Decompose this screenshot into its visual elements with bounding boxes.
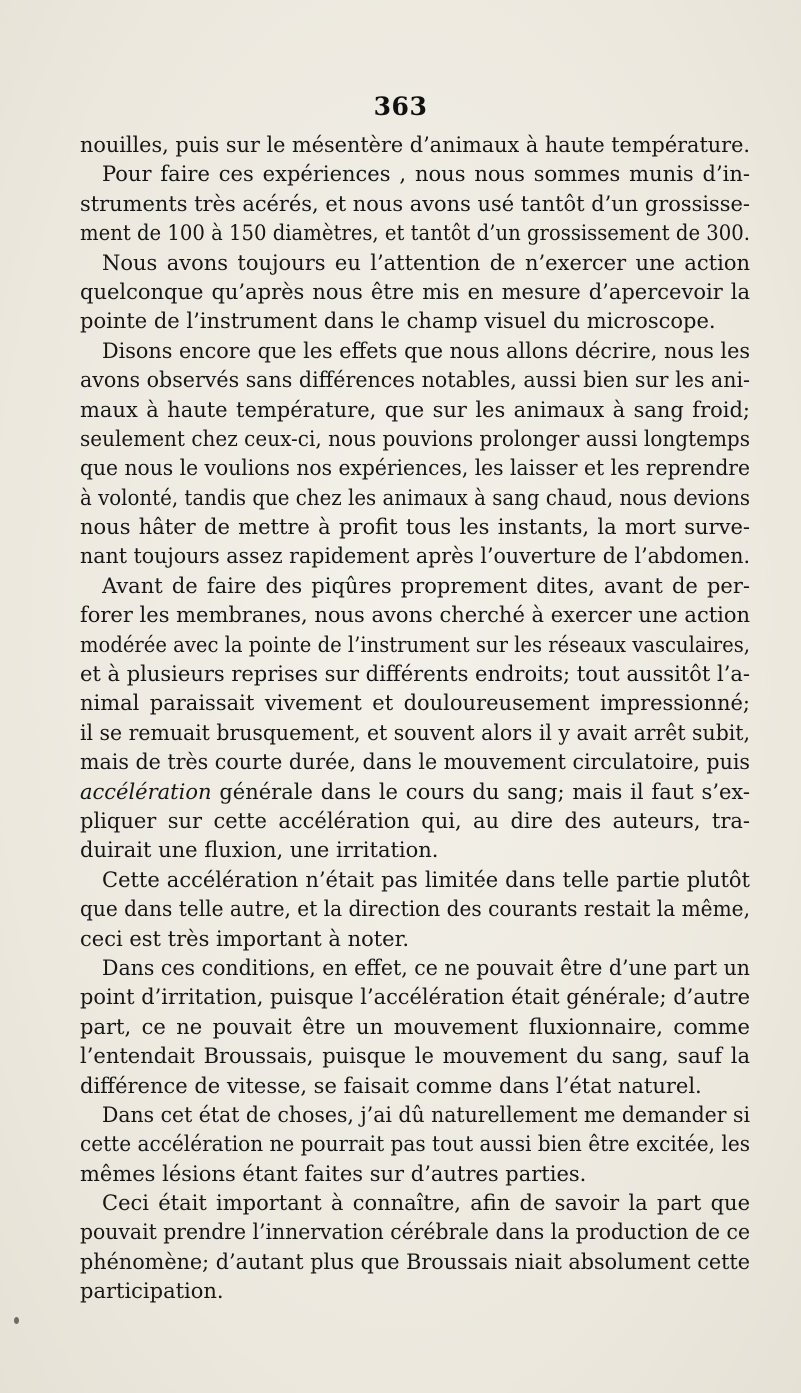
- text-line: mais de très courte durée, dans le mouvement circulatoire, puis: [80, 750, 750, 775]
- text-line: Cette accélération n’était pas limitée dans telle partie plutôt: [102, 867, 750, 892]
- text-line: Dans cet état de choses, j’ai dû naturellement me demander si: [102, 1102, 750, 1127]
- body-text: [80, 131, 750, 1307]
- text-line: participation.: [80, 1279, 224, 1304]
- text-line: Disons encore que les effets que nous allons décrire, nous les: [102, 338, 750, 363]
- text-line: pouvait prendre l’innervation cérébrale dans la production de ce: [80, 1220, 750, 1245]
- text-line: Dans ces conditions, en effet, ce ne pouvait être d’une part un: [102, 955, 750, 980]
- text-line: phénomène; d’autant plus que Broussais niait absolument cette: [80, 1249, 750, 1274]
- text-line: duirait une fluxion, une irritation.: [80, 838, 439, 863]
- text-line: accélération générale dans le cours du sang; mais il faut s’ex-: [80, 779, 750, 804]
- text-line: pointe de l’instrument dans le champ visuel du microscope.: [80, 309, 716, 334]
- text-line: part, ce ne pouvait être un mouvement fluxionnaire, comme: [80, 1014, 750, 1039]
- text-line: maux à haute température, que sur les animaux à sang froid;: [80, 397, 750, 422]
- text-line: nouilles, puis sur le mésentère d’animaux à haute température.: [80, 133, 750, 157]
- text-line: avons observés sans différences notables, aussi bien sur les ani-: [80, 368, 750, 393]
- text-line: nimal paraissait vivement et douloureusement impressionné;: [80, 691, 750, 716]
- text-line: il se remuait brusquement, et souvent alors il y avait arrêt subit,: [80, 720, 750, 745]
- text-line: ment de 100 à 150 diamètres, et tantôt d’un grossissement de 300.: [80, 221, 750, 246]
- emphasized-term: accélération: [80, 779, 212, 804]
- text-line: l’entendait Broussais, puisque le mouvement du sang, sauf la: [80, 1044, 750, 1069]
- text-line: nant toujours assez rapidement après l’ouverture de l’abdomen.: [80, 544, 750, 569]
- text-line: nous hâter de mettre à profit tous les instants, la mort surve-: [80, 515, 750, 540]
- text-line: seulement chez ceux-ci, nous pouvions prolonger aussi longtemps: [80, 426, 750, 451]
- text-line: Avant de faire des piqûres proprement dites, avant de per-: [102, 573, 750, 598]
- text-line: cette accélération ne pourrait pas tout aussi bien être excitée, les: [80, 1132, 750, 1157]
- text-line: struments très acérés, et nous avons usé tantôt d’un grossisse-: [80, 191, 750, 216]
- text-line: Pour faire ces expériences , nous nous sommes munis d’in-: [102, 162, 750, 187]
- text-line: mêmes lésions étant faites sur d’autres parties.: [80, 1161, 587, 1186]
- text-line: quelconque qu’après nous être mis en mesure d’apercevoir la: [80, 279, 750, 304]
- text-line: ceci est très important à noter.: [80, 926, 410, 951]
- text-line: que nous le voulions nos expériences, les laisser et les reprendre: [80, 456, 750, 481]
- text-line: pliquer sur cette accélération qui, au dire des auteurs, tra-: [80, 808, 750, 833]
- text-line: modérée avec la pointe de l’instrument sur les réseaux vasculaires,: [80, 632, 750, 657]
- text-line: et à plusieurs reprises sur différents endroits; tout aussitôt l’a-: [80, 662, 750, 687]
- text-line: Ceci était important à connaître, afin de savoir la part que: [102, 1191, 750, 1216]
- page-number: 363: [373, 92, 428, 121]
- text-line: Nous avons toujours eu l’attention de n’exercer une action: [102, 250, 750, 275]
- ink-speck: [14, 1317, 19, 1324]
- text-line: forer les membranes, nous avons cherché à exercer une action: [80, 603, 750, 628]
- text-line: différence de vitesse, se faisait comme dans l’état naturel.: [80, 1073, 702, 1098]
- text-line: que dans telle autre, et la direction des courants restait la même,: [80, 897, 750, 922]
- text-line: à volonté, tandis que chez les animaux à sang chaud, nous devions: [80, 485, 750, 510]
- text-line: point d’irritation, puisque l’accélération était générale; d’autre: [80, 985, 750, 1010]
